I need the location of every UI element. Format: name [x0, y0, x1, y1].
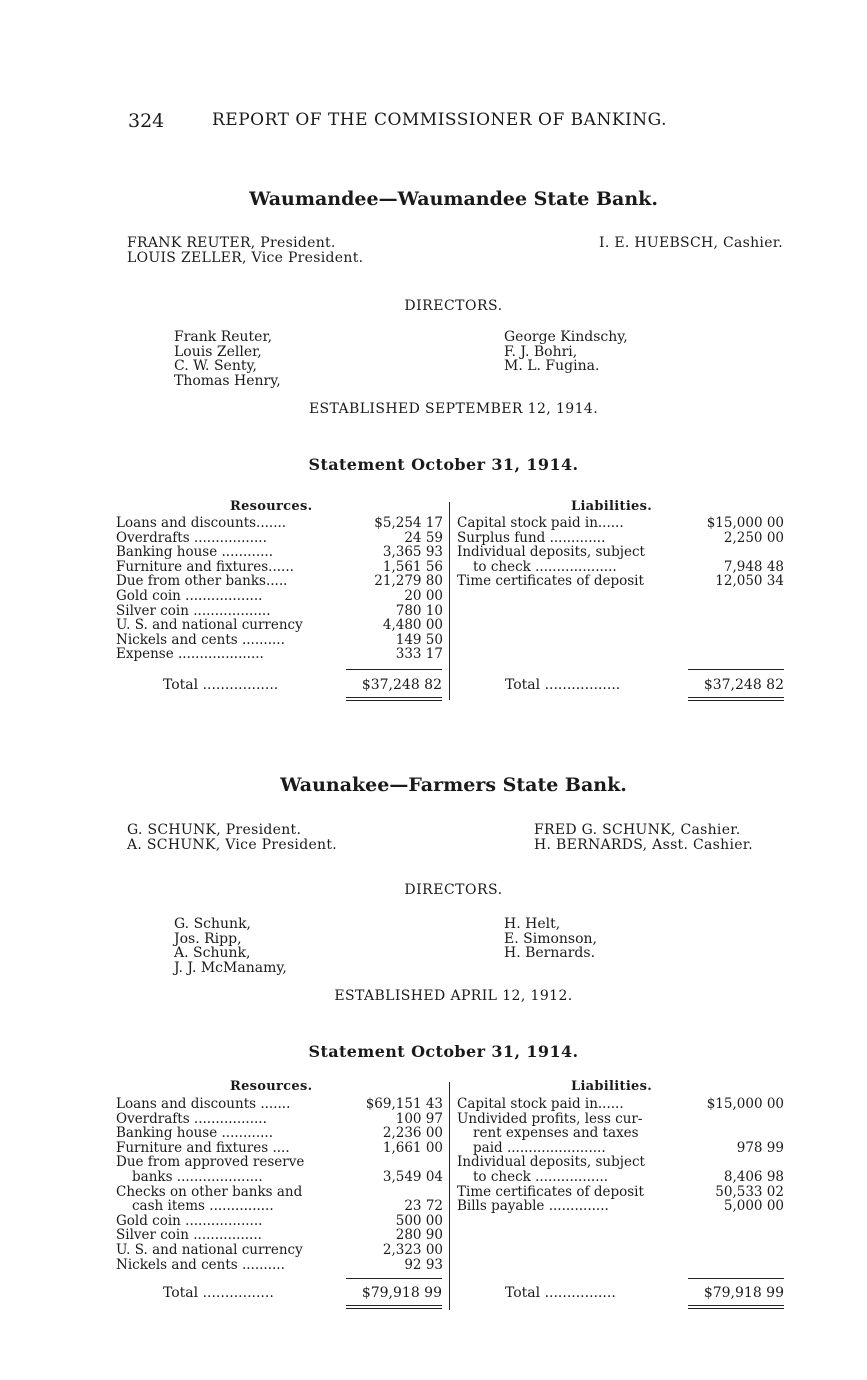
row-amount: 3,549 04: [382, 1169, 443, 1185]
running-header: REPORT OF THE COMMISSIONER OF BANKING.: [212, 110, 667, 130]
director: Louis Zeller,: [174, 343, 262, 360]
row-amount: 978 99: [736, 1139, 784, 1156]
row-label: to check ...................: [473, 559, 617, 575]
director: C. W. Senty,: [174, 358, 257, 374]
row-label: Individual deposits, subject: [457, 1155, 645, 1171]
double-rule: [346, 697, 442, 698]
directors-right: [504, 330, 628, 374]
page-number: 324: [128, 110, 165, 132]
row-amount: 780 10: [395, 602, 443, 619]
director: George Kindschy,: [504, 329, 628, 345]
statement-title: Statement October 31, 1914.: [308, 455, 579, 474]
liabilities-heading: Liabilities.: [571, 499, 653, 514]
row-amount: $15,000 00: [706, 515, 784, 531]
row-amount: 333 17: [395, 646, 443, 663]
double-rule: [346, 1308, 442, 1309]
table-row: [116, 1141, 443, 1156]
double-rule: [688, 700, 784, 701]
bank-title: Waunakee—Farmers State Bank.: [280, 774, 627, 796]
table-row: [116, 1243, 443, 1258]
table-row: [457, 1112, 784, 1127]
row-label: Furniture and fixtures......: [116, 559, 294, 575]
row-amount: 50,533 02: [715, 1183, 784, 1200]
double-rule: [688, 697, 784, 698]
double-rule: [688, 1305, 784, 1306]
row-label: Time certificates of deposit: [457, 574, 644, 590]
resources-total-label: Total .................: [163, 677, 279, 693]
table-row: [457, 1199, 784, 1214]
liabilities-total: $79,918 99: [703, 1285, 784, 1301]
row-label: Bills payable ..............: [457, 1199, 609, 1215]
statement-title: Statement October 31, 1914.: [308, 1042, 579, 1061]
row-label: Silver coin ..................: [116, 603, 271, 619]
row-label: banks ....................: [132, 1170, 263, 1185]
row-label: paid .......................: [473, 1140, 606, 1156]
directors-right: [504, 917, 597, 961]
director: M. L. Fugina.: [504, 358, 600, 374]
row-amount: 1,661 00: [382, 1139, 443, 1156]
officers-left: [127, 823, 337, 853]
row-label: rent expenses and taxes: [473, 1126, 639, 1142]
resources-total: $37,248 82: [361, 677, 442, 693]
officers-right: [534, 823, 753, 853]
row-amount: 8,406 98: [723, 1169, 784, 1185]
director: Jos. Ripp,: [174, 930, 242, 947]
row-label: Expense ....................: [116, 647, 264, 663]
row-amount: $5,254 17: [374, 515, 443, 531]
directors-left: [174, 917, 287, 975]
table-row: [116, 1126, 443, 1141]
table-row: [457, 545, 784, 560]
officer: FRED G. SCHUNK, Cashier.: [534, 822, 741, 838]
row-label: cash items ...............: [132, 1199, 274, 1215]
table-row: [116, 1199, 443, 1214]
row-amount: 7,948 48: [723, 558, 784, 575]
row-amount: 5,000 00: [723, 1198, 784, 1215]
row-amount: 12,050 34: [715, 573, 784, 590]
row-label: Due from approved reserve: [116, 1155, 305, 1171]
director: Thomas Henry,: [174, 372, 281, 389]
row-label: Time certificates of deposit: [457, 1184, 644, 1200]
sum-rule: [346, 1278, 442, 1279]
officer: FRANK REUTER, President.: [127, 235, 336, 251]
row-amount: 3,365 93: [382, 544, 443, 561]
row-label: Nickels and cents ..........: [116, 1257, 285, 1273]
liabilities-heading: Liabilities.: [571, 1079, 653, 1094]
table-row: [116, 1185, 443, 1200]
row-label: Undivided profits, less cur-: [457, 1111, 643, 1127]
row-amount: $69,151 43: [365, 1096, 443, 1112]
row-label: Surplus fund .............: [457, 530, 606, 546]
row-label: Nickels and cents ..........: [116, 632, 285, 648]
officers-right: [599, 236, 783, 251]
sum-rule: [688, 1278, 784, 1279]
sum-rule: [688, 669, 784, 670]
double-rule: [346, 700, 442, 701]
director: H. Bernards.: [504, 945, 596, 961]
director: Frank Reuter,: [174, 329, 273, 345]
row-amount: 1,561 56: [382, 558, 443, 575]
sum-rule: [346, 669, 442, 670]
table-row: [457, 531, 784, 546]
officer: H. BERNARDS, Asst. Cashier.: [534, 837, 754, 853]
table-row: [116, 589, 443, 604]
table-row: [116, 1258, 443, 1273]
row-amount: 2,236 00: [382, 1125, 443, 1142]
double-rule: [346, 1305, 442, 1306]
row-label: Banking house ............: [116, 545, 274, 561]
row-amount: $15,000 00: [706, 1096, 784, 1112]
directors-heading: DIRECTORS.: [404, 882, 503, 898]
row-amount: 92 93: [404, 1256, 443, 1273]
table-row: [116, 516, 443, 531]
director: E. Simonson,: [504, 930, 597, 947]
table-row: [457, 516, 784, 531]
established-date: ESTABLISHED APRIL 12, 1912.: [334, 988, 573, 1004]
row-label: Silver coin ................: [116, 1228, 262, 1244]
table-row: [457, 1126, 784, 1141]
officer: A. SCHUNK, Vice President.: [127, 837, 338, 853]
row-label: Loans and discounts .......: [116, 1097, 291, 1112]
row-label: Gold coin ..................: [116, 1213, 263, 1229]
row-label: to check .................: [473, 1170, 609, 1185]
directors-left: [174, 330, 281, 388]
table-row: [116, 1214, 443, 1229]
row-label: Due from other banks.....: [116, 574, 288, 590]
table-row: [116, 618, 443, 633]
row-label: Checks on other banks and: [116, 1184, 303, 1200]
row-amount: 21,279 80: [374, 573, 443, 590]
row-amount: 100 97: [395, 1110, 443, 1127]
resources-heading: Resources.: [230, 499, 313, 514]
resources-heading: Resources.: [230, 1079, 313, 1094]
row-label: Loans and discounts.......: [116, 516, 287, 531]
table-row: [116, 574, 443, 589]
officer: LOUIS ZELLER, Vice President.: [127, 250, 364, 266]
row-label: Gold coin ..................: [116, 589, 263, 604]
director: A. Schunk,: [174, 945, 251, 961]
director: G. Schunk,: [174, 916, 251, 932]
row-amount: 20 00: [404, 588, 443, 604]
officer: I. E. HUEBSCH, Cashier.: [598, 235, 783, 251]
row-amount: 149 50: [395, 631, 443, 648]
officers-left: [127, 236, 363, 266]
row-label: Banking house ............: [116, 1126, 274, 1142]
row-amount: 2,250 00: [723, 529, 784, 546]
table-row: [116, 1170, 443, 1185]
resources-total: $79,918 99: [361, 1285, 442, 1301]
table-row: [457, 1097, 784, 1112]
column-divider: [449, 502, 450, 700]
table-row: [116, 633, 443, 648]
row-label: Capital stock paid in......: [457, 1097, 624, 1112]
resources-total-label: Total ................: [163, 1285, 274, 1301]
table-row: [457, 1170, 784, 1185]
directors-heading: DIRECTORS.: [404, 298, 503, 314]
row-amount: 500 00: [395, 1212, 443, 1229]
row-label: Individual deposits, subject: [457, 545, 645, 561]
row-amount: 24 59: [404, 529, 443, 546]
liabilities-total-label: Total .................: [505, 677, 621, 693]
row-amount: 4,480 00: [382, 617, 443, 634]
table-row: [116, 545, 443, 560]
row-label: Overdrafts .................: [116, 530, 267, 546]
officer: G. SCHUNK, President.: [127, 822, 302, 838]
row-amount: 280 90: [395, 1227, 443, 1244]
director: F. J. Bohri,: [504, 343, 578, 360]
row-label: U. S. and national currency: [116, 1243, 303, 1258]
established-date: ESTABLISHED SEPTEMBER 12, 1914.: [308, 401, 599, 417]
table-row: [116, 1097, 443, 1112]
row-label: U. S. and national currency: [116, 618, 303, 634]
row-amount: 23 72: [404, 1198, 443, 1215]
bank-title: Waumandee—Waumandee State Bank.: [249, 188, 658, 210]
row-label: Capital stock paid in......: [457, 516, 624, 531]
column-divider: [449, 1082, 450, 1310]
row-label: Overdrafts .................: [116, 1111, 267, 1127]
double-rule: [688, 1308, 784, 1309]
table-row: [457, 1141, 784, 1156]
row-label: Furniture and fixtures ....: [116, 1140, 290, 1156]
liabilities-total-label: Total ................: [505, 1285, 616, 1301]
row-amount: 2,323 00: [382, 1242, 443, 1258]
liabilities-total: $37,248 82: [703, 677, 784, 693]
table-row: [116, 647, 443, 662]
director: H. Helt,: [504, 916, 561, 932]
director: J. J. McManamy,: [174, 959, 287, 976]
table-row: [457, 574, 784, 589]
